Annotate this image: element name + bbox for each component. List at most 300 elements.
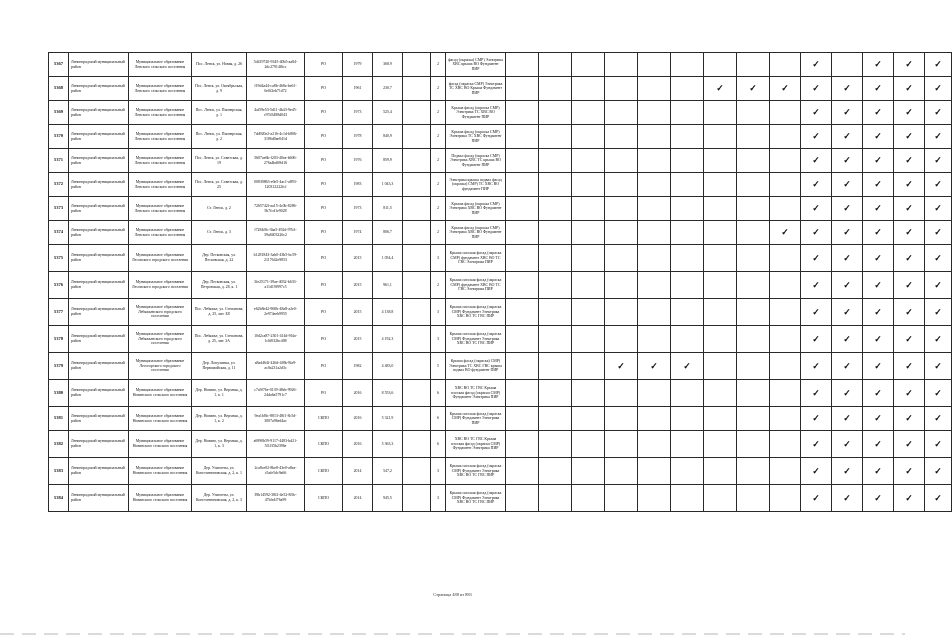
fund-type-cell: РО bbox=[305, 353, 343, 380]
check-mark-icon: ✓ bbox=[925, 53, 952, 77]
district-cell: Ленинградский муниципальный район bbox=[69, 458, 129, 485]
floors-cell: 2 bbox=[431, 221, 446, 245]
table-row bbox=[49, 149, 952, 173]
year-cell: 1973 bbox=[343, 101, 373, 125]
check-mark-icon: ✓ bbox=[832, 101, 863, 125]
guid-cell: 5d419720-9345-40b5-aa84-2dc27914f6cc bbox=[247, 53, 305, 77]
empty-work-cell bbox=[737, 407, 770, 431]
blank-cell bbox=[403, 431, 431, 458]
check-mark-icon: ✓ bbox=[801, 101, 832, 125]
fund-type-cell: РО bbox=[305, 326, 343, 353]
table-row bbox=[49, 173, 952, 197]
empty-work-cell bbox=[671, 221, 704, 245]
check-mark-icon: ✓ bbox=[801, 272, 832, 299]
fund-type-cell: СКПО bbox=[305, 485, 343, 512]
municipality-cell: Муниципальное образование Низинского сельского поселения bbox=[129, 485, 192, 512]
year-cell: 2016 bbox=[343, 407, 373, 431]
district-cell: Ленинградский муниципальный район bbox=[69, 431, 129, 458]
row-number: 5367 bbox=[49, 53, 69, 77]
empty-work-cell bbox=[638, 53, 671, 77]
table-row bbox=[49, 380, 952, 407]
empty-work-cell bbox=[638, 245, 671, 272]
empty-work-cell bbox=[671, 272, 704, 299]
guid-cell: 7265742f-aa15-4c0b-8286-5b7fcd1e9028 bbox=[247, 197, 305, 221]
empty-work-cell bbox=[638, 485, 671, 512]
table-row bbox=[49, 245, 952, 272]
works-cell: ХВС ВО ТС ГВС Крыша плоская фасад (окраска СМР) Фундамент Электрика ПИР bbox=[446, 380, 506, 407]
table-row bbox=[49, 53, 952, 77]
empty-work-cell bbox=[506, 272, 539, 299]
fund-type-cell: РО bbox=[305, 101, 343, 125]
check-mark-icon: ✓ bbox=[894, 380, 925, 407]
municipality-cell: Муниципальное образование Низинского сельского поселения bbox=[129, 458, 192, 485]
works-cell: Крыша плоская фасад (окраска СМР) Фундамент Электрика ХВС ВО ТС ГВС ПИР bbox=[446, 299, 506, 326]
check-mark-icon: ✓ bbox=[894, 458, 925, 485]
empty-work-cell bbox=[638, 125, 671, 149]
guid-cell: 9ea1b8fc-8813-48f1-8c5d-3007a96ed4ac bbox=[247, 407, 305, 431]
check-mark-icon: ✓ bbox=[863, 431, 894, 458]
empty-work-cell bbox=[704, 221, 737, 245]
area-cell: 1 054,4 bbox=[373, 245, 403, 272]
empty-work-cell bbox=[506, 53, 539, 77]
district-cell: Ленинградский муниципальный район bbox=[69, 245, 129, 272]
municipality-cell: Муниципальное образование Ленского сельского поселения bbox=[129, 77, 192, 101]
empty-work-cell bbox=[539, 299, 572, 326]
empty-work-cell bbox=[572, 458, 605, 485]
empty-work-cell bbox=[704, 407, 737, 431]
area-cell: 859,9 bbox=[373, 149, 403, 173]
empty-work-cell bbox=[506, 77, 539, 101]
check-mark-icon: ✓ bbox=[832, 149, 863, 173]
empty-work-cell bbox=[572, 326, 605, 353]
empty-work-cell bbox=[539, 431, 572, 458]
works-cell: Крыша фасад (окраска СМР) Электрика ТС ХВС Фундамент ПИР bbox=[446, 125, 506, 149]
district-cell: Ленинградский муниципальный район bbox=[69, 380, 129, 407]
check-mark-icon: ✓ bbox=[863, 149, 894, 173]
year-cell: 2014 bbox=[343, 458, 373, 485]
table-row bbox=[49, 77, 952, 101]
check-mark-icon: ✓ bbox=[894, 221, 925, 245]
empty-work-cell bbox=[737, 53, 770, 77]
municipality-cell: Муниципальное образование Ленского сельского поселения bbox=[129, 221, 192, 245]
check-mark-icon: ✓ bbox=[832, 272, 863, 299]
year-cell: 2015 bbox=[343, 245, 373, 272]
address-cell: Дер. Узигонты, ул. Константиновская, д. 2, к. 3 bbox=[192, 485, 247, 512]
floors-cell: 3 bbox=[431, 245, 446, 272]
blank-cell bbox=[403, 53, 431, 77]
area-cell: 230,7 bbox=[373, 77, 403, 101]
empty-work-cell bbox=[770, 101, 801, 125]
check-mark-icon: ✓ bbox=[832, 326, 863, 353]
empty-work-cell bbox=[737, 245, 770, 272]
empty-work-cell bbox=[506, 326, 539, 353]
row-number: 5379 bbox=[49, 353, 69, 380]
year-cell: 2015 bbox=[343, 272, 373, 299]
district-cell: Ленинградский муниципальный район bbox=[69, 299, 129, 326]
empty-work-cell bbox=[770, 125, 801, 149]
empty-work-cell bbox=[605, 458, 638, 485]
check-mark-icon: ✓ bbox=[863, 125, 894, 149]
district-cell: Ленинградский муниципальный район bbox=[69, 197, 129, 221]
works-cell: фасад (окраска СМР) Электрика ТС ХВС ВО Крыша Фундамент ПИР bbox=[446, 77, 506, 101]
row-number: 5370 bbox=[49, 125, 69, 149]
empty-work-cell bbox=[704, 431, 737, 458]
address-cell: Дер. Низино, ул. Верхняя, д. 1, к. 3 bbox=[192, 431, 247, 458]
empty-work-cell bbox=[539, 173, 572, 197]
check-mark-icon: ✓ bbox=[863, 101, 894, 125]
empty-work-cell bbox=[539, 101, 572, 125]
works-cell: фасад (окраска) СМР) Электрика ХВС крыша ВО Фундамент ПИР bbox=[446, 53, 506, 77]
check-mark-icon: ✓ bbox=[925, 173, 952, 197]
guid-cell: 10d2ca87-2301-414d-9f4a-1c6f032bc408 bbox=[247, 326, 305, 353]
empty-work-cell bbox=[605, 326, 638, 353]
check-mark-icon: ✓ bbox=[925, 326, 952, 353]
municipality-cell: Муниципальное образование Ленского сельского поселения bbox=[129, 197, 192, 221]
empty-work-cell bbox=[671, 299, 704, 326]
empty-work-cell bbox=[671, 101, 704, 125]
empty-work-cell bbox=[704, 173, 737, 197]
empty-work-cell bbox=[704, 53, 737, 77]
empty-work-cell bbox=[671, 380, 704, 407]
empty-work-cell bbox=[737, 431, 770, 458]
empty-work-cell bbox=[770, 431, 801, 458]
empty-work-cell bbox=[704, 197, 737, 221]
empty-work-cell bbox=[506, 173, 539, 197]
empty-work-cell bbox=[638, 101, 671, 125]
check-mark-icon: ✓ bbox=[925, 431, 952, 458]
empty-work-cell bbox=[539, 77, 572, 101]
empty-work-cell bbox=[539, 272, 572, 299]
check-mark-icon: ✓ bbox=[801, 221, 832, 245]
empty-work-cell bbox=[737, 125, 770, 149]
empty-work-cell bbox=[539, 149, 572, 173]
empty-work-cell bbox=[704, 353, 737, 380]
guid-cell: f19d4a44-ca8b-468a-be61-6e0f2eb71d72 bbox=[247, 77, 305, 101]
empty-work-cell bbox=[539, 326, 572, 353]
floors-cell: 3 bbox=[431, 485, 446, 512]
empty-work-cell bbox=[572, 485, 605, 512]
blank-cell bbox=[403, 77, 431, 101]
empty-work-cell bbox=[572, 245, 605, 272]
blank-cell bbox=[403, 380, 431, 407]
empty-work-cell bbox=[572, 221, 605, 245]
check-mark-icon: ✓ bbox=[894, 77, 925, 101]
empty-work-cell bbox=[704, 125, 737, 149]
check-mark-icon: ✓ bbox=[863, 485, 894, 512]
check-mark-icon: ✓ bbox=[894, 245, 925, 272]
check-mark-icon: ✓ bbox=[925, 101, 952, 125]
works-cell: Крыша плоская фасад (окраска СМР) фундамент ХВС ВО ТС ГВС Электрика ПИР bbox=[446, 272, 506, 299]
district-cell: Ленинградский муниципальный район bbox=[69, 173, 129, 197]
fund-type-cell: РО bbox=[305, 197, 343, 221]
empty-work-cell bbox=[770, 299, 801, 326]
empty-work-cell bbox=[506, 353, 539, 380]
fund-type-cell: РО bbox=[305, 53, 343, 77]
empty-work-cell bbox=[605, 245, 638, 272]
check-mark-icon: ✓ bbox=[801, 53, 832, 77]
empty-work-cell bbox=[638, 380, 671, 407]
fund-type-cell: СКПО bbox=[305, 407, 343, 431]
empty-work-cell bbox=[704, 101, 737, 125]
check-mark-icon: ✓ bbox=[894, 125, 925, 149]
works-cell: Крыша фасад (окраска СМР) Электрика ХВС ВО Фундамент ПИР bbox=[446, 221, 506, 245]
check-mark-icon: ✓ bbox=[925, 221, 952, 245]
floors-cell: 2 bbox=[431, 173, 446, 197]
check-mark-icon: ✓ bbox=[925, 407, 952, 431]
empty-work-cell bbox=[605, 197, 638, 221]
empty-work-cell bbox=[737, 353, 770, 380]
blank-cell bbox=[403, 353, 431, 380]
municipality-cell: Муниципальное образование Ленского сельского поселения bbox=[129, 149, 192, 173]
floors-cell: 3 bbox=[431, 299, 446, 326]
check-mark-icon: ✓ bbox=[863, 326, 894, 353]
empty-work-cell bbox=[770, 173, 801, 197]
address-cell: Пос. Ленск, ул. Пионерская, д. 2 bbox=[192, 125, 247, 149]
check-mark-icon: ✓ bbox=[832, 353, 863, 380]
check-mark-icon: ✓ bbox=[801, 380, 832, 407]
check-mark-icon: ✓ bbox=[925, 125, 952, 149]
empty-work-cell bbox=[605, 299, 638, 326]
municipality-cell: Муниципальное образование Ленского сельского поселения bbox=[129, 101, 192, 125]
check-mark-icon: ✓ bbox=[863, 380, 894, 407]
address-cell: Пос. Ленск, ул. Пионерская, д. 1 bbox=[192, 101, 247, 125]
empty-work-cell bbox=[605, 125, 638, 149]
address-cell: Пос. Лебяжье, ул. Степанова, д. 25, лит. Б8 bbox=[192, 299, 247, 326]
year-cell: 2015 bbox=[343, 299, 373, 326]
address-cell: Дер. Песковская, ул. Петровская, д. 28, к. 1 bbox=[192, 272, 247, 299]
area-cell: 945,5 bbox=[373, 485, 403, 512]
empty-work-cell bbox=[506, 458, 539, 485]
works-cell: Крыша фасад (окраска СМР) Электрика ХВС ВО Фундамент ПИР bbox=[446, 197, 506, 221]
blank-cell bbox=[403, 149, 431, 173]
works-cell: Крыша плоская фасад (окраска СМР) Фундамент Электрика ХВС ВО ТС ГВС ПИР bbox=[446, 326, 506, 353]
works-cell: Крыша фасад (окраска) СМР) Электрика ТС ХВС ГВС крыша подвал ВО фундамент ПИР bbox=[446, 353, 506, 380]
municipality-cell: Муниципальное образование Лебяжьевского городского поселения bbox=[129, 299, 192, 326]
empty-work-cell bbox=[704, 245, 737, 272]
check-mark-icon: ✓ bbox=[770, 221, 801, 245]
check-mark-icon: ✓ bbox=[832, 431, 863, 458]
year-cell: 1982 bbox=[343, 353, 373, 380]
works-cell: ХВС ВО ТС ГВС Крыша плоская фасад (окраска СМР) Фундамент Электрика ПИР bbox=[446, 431, 506, 458]
table-row bbox=[49, 272, 952, 299]
area-cell: 547,2 bbox=[373, 458, 403, 485]
year-cell: 1983 bbox=[343, 173, 373, 197]
empty-work-cell bbox=[671, 149, 704, 173]
check-mark-icon: ✓ bbox=[894, 431, 925, 458]
address-cell: Пос. Лебяжье, ул. Степанова, д. 25, лит. 3А bbox=[192, 326, 247, 353]
empty-work-cell bbox=[770, 149, 801, 173]
blank-cell bbox=[403, 326, 431, 353]
empty-work-cell bbox=[737, 173, 770, 197]
check-mark-icon: ✓ bbox=[704, 77, 737, 101]
fund-type-cell: СКПО bbox=[305, 431, 343, 458]
empty-work-cell bbox=[539, 380, 572, 407]
check-mark-icon: ✓ bbox=[863, 77, 894, 101]
empty-work-cell bbox=[671, 431, 704, 458]
address-cell: Ст. Ленск, д. 2 bbox=[192, 197, 247, 221]
area-cell: 5 363,3 bbox=[373, 431, 403, 458]
address-cell: Дер. Лопухинка, ул. Первомайская, д. 11 bbox=[192, 353, 247, 380]
check-mark-icon: ✓ bbox=[832, 173, 863, 197]
guid-cell: 00839863-e0e5-4ac1-a893-120312222fcf bbox=[247, 173, 305, 197]
empty-work-cell bbox=[605, 272, 638, 299]
check-mark-icon: ✓ bbox=[737, 77, 770, 101]
empty-work-cell bbox=[737, 485, 770, 512]
check-mark-icon: ✓ bbox=[832, 197, 863, 221]
municipality-cell: Муниципальное образование Ленского сельского поселения bbox=[129, 125, 192, 149]
empty-work-cell bbox=[572, 53, 605, 77]
empty-work-cell bbox=[638, 299, 671, 326]
blank-cell bbox=[403, 458, 431, 485]
empty-work-cell bbox=[539, 197, 572, 221]
table-row bbox=[49, 485, 952, 512]
empty-work-cell bbox=[704, 299, 737, 326]
year-cell: 2016 bbox=[343, 431, 373, 458]
blank-cell bbox=[403, 272, 431, 299]
area-cell: 5 321,9 bbox=[373, 407, 403, 431]
district-cell: Ленинградский муниципальный район bbox=[69, 77, 129, 101]
table-row bbox=[49, 458, 952, 485]
check-mark-icon: ✓ bbox=[894, 326, 925, 353]
empty-work-cell bbox=[770, 380, 801, 407]
empty-work-cell bbox=[638, 272, 671, 299]
empty-work-cell bbox=[605, 77, 638, 101]
empty-work-cell bbox=[539, 53, 572, 77]
empty-work-cell bbox=[770, 458, 801, 485]
guid-cell: 7dd920e2-a216-4c1d-b806-3186d0ae041d bbox=[247, 125, 305, 149]
district-cell: Ленинградский муниципальный район bbox=[69, 272, 129, 299]
blank-cell bbox=[403, 221, 431, 245]
empty-work-cell bbox=[506, 299, 539, 326]
guid-cell: 4af59e53-5d11-4b43-9ed5-c97d3488d043 bbox=[247, 101, 305, 125]
empty-work-cell bbox=[506, 125, 539, 149]
empty-work-cell bbox=[572, 431, 605, 458]
year-cell: 2015 bbox=[343, 326, 373, 353]
empty-work-cell bbox=[638, 326, 671, 353]
empty-work-cell bbox=[572, 125, 605, 149]
empty-work-cell bbox=[572, 353, 605, 380]
floors-cell: 2 bbox=[431, 101, 446, 125]
fund-type-cell: РО bbox=[305, 149, 343, 173]
check-mark-icon: ✓ bbox=[770, 77, 801, 101]
empty-work-cell bbox=[572, 299, 605, 326]
district-cell: Ленинградский муниципальный район bbox=[69, 125, 129, 149]
blank-cell bbox=[403, 173, 431, 197]
table-row bbox=[49, 353, 952, 380]
check-mark-icon: ✓ bbox=[638, 353, 671, 380]
empty-work-cell bbox=[506, 245, 539, 272]
district-cell: Ленинградский муниципальный район bbox=[69, 221, 129, 245]
empty-work-cell bbox=[572, 101, 605, 125]
table-row bbox=[49, 299, 952, 326]
check-mark-icon: ✓ bbox=[832, 299, 863, 326]
check-mark-icon: ✓ bbox=[801, 77, 832, 101]
empty-work-cell bbox=[539, 353, 572, 380]
fund-type-cell: РО bbox=[305, 221, 343, 245]
check-mark-icon: ✓ bbox=[894, 173, 925, 197]
check-mark-icon: ✓ bbox=[832, 125, 863, 149]
empty-work-cell bbox=[605, 53, 638, 77]
check-mark-icon: ✓ bbox=[925, 299, 952, 326]
municipality-cell: Муниципальное образование Ленского сельского поселения bbox=[129, 173, 192, 197]
fund-type-cell: РО bbox=[305, 245, 343, 272]
check-mark-icon: ✓ bbox=[801, 173, 832, 197]
check-mark-icon: ✓ bbox=[801, 407, 832, 431]
empty-work-cell bbox=[506, 197, 539, 221]
check-mark-icon: ✓ bbox=[801, 125, 832, 149]
empty-work-cell bbox=[638, 149, 671, 173]
empty-work-cell bbox=[572, 407, 605, 431]
check-mark-icon: ✓ bbox=[832, 245, 863, 272]
register-sheet bbox=[48, 52, 942, 574]
check-mark-icon: ✓ bbox=[801, 353, 832, 380]
empty-work-cell bbox=[737, 101, 770, 125]
empty-work-cell bbox=[704, 485, 737, 512]
row-number: 5369 bbox=[49, 101, 69, 125]
check-mark-icon: ✓ bbox=[863, 173, 894, 197]
row-number: 5375 bbox=[49, 245, 69, 272]
municipality-cell: Муниципальное образование Низинского сельского поселения bbox=[129, 380, 192, 407]
blank-cell bbox=[403, 197, 431, 221]
district-cell: Ленинградский муниципальный район bbox=[69, 326, 129, 353]
empty-work-cell bbox=[638, 221, 671, 245]
empty-work-cell bbox=[770, 326, 801, 353]
check-mark-icon: ✓ bbox=[925, 77, 952, 101]
row-number: 5381 bbox=[49, 407, 69, 431]
check-mark-icon: ✓ bbox=[894, 272, 925, 299]
check-mark-icon: ✓ bbox=[925, 353, 952, 380]
check-mark-icon: ✓ bbox=[863, 245, 894, 272]
empty-work-cell bbox=[832, 53, 863, 77]
empty-work-cell bbox=[704, 326, 737, 353]
empty-work-cell bbox=[539, 458, 572, 485]
empty-work-cell bbox=[506, 485, 539, 512]
municipality-cell: Муниципальное образование Лесогорского городского поселения bbox=[129, 353, 192, 380]
check-mark-icon: ✓ bbox=[801, 458, 832, 485]
empty-work-cell bbox=[671, 326, 704, 353]
district-cell: Ленинградский муниципальный район bbox=[69, 101, 129, 125]
address-cell: Дер. Узигонты, ул. Константиновская, д. 2, к. 1 bbox=[192, 458, 247, 485]
works-cell: Крыша фасад (окраска СМР) Электрика ТС ХВС ВО Фундамент ПИР bbox=[446, 101, 506, 125]
empty-work-cell bbox=[539, 125, 572, 149]
check-mark-icon: ✓ bbox=[832, 77, 863, 101]
empty-work-cell bbox=[506, 431, 539, 458]
blank-cell bbox=[403, 299, 431, 326]
check-mark-icon: ✓ bbox=[894, 53, 925, 77]
empty-work-cell bbox=[671, 407, 704, 431]
empty-work-cell bbox=[572, 149, 605, 173]
check-mark-icon: ✓ bbox=[605, 353, 638, 380]
row-number: 5373 bbox=[49, 197, 69, 221]
table-row bbox=[49, 197, 952, 221]
district-cell: Ленинградский муниципальный район bbox=[69, 53, 129, 77]
year-cell: 1978 bbox=[343, 125, 373, 149]
empty-work-cell bbox=[572, 197, 605, 221]
guid-cell: e62b8e42-960b-48a8-a2e0-2e974eeb9955 bbox=[247, 299, 305, 326]
table-row bbox=[49, 431, 952, 458]
works-cell: Крыша плоская фасад (окраска СМР) Фундамент Электрика ПИР bbox=[446, 407, 506, 431]
year-cell: 1976 bbox=[343, 149, 373, 173]
blank-cell bbox=[403, 245, 431, 272]
district-cell: Ленинградский муниципальный район bbox=[69, 149, 129, 173]
area-cell: 4 483,0 bbox=[373, 353, 403, 380]
floors-cell: 5 bbox=[431, 353, 446, 380]
empty-work-cell bbox=[671, 245, 704, 272]
check-mark-icon: ✓ bbox=[863, 407, 894, 431]
row-number: 5377 bbox=[49, 299, 69, 326]
area-cell: 368,9 bbox=[373, 53, 403, 77]
empty-work-cell bbox=[770, 353, 801, 380]
